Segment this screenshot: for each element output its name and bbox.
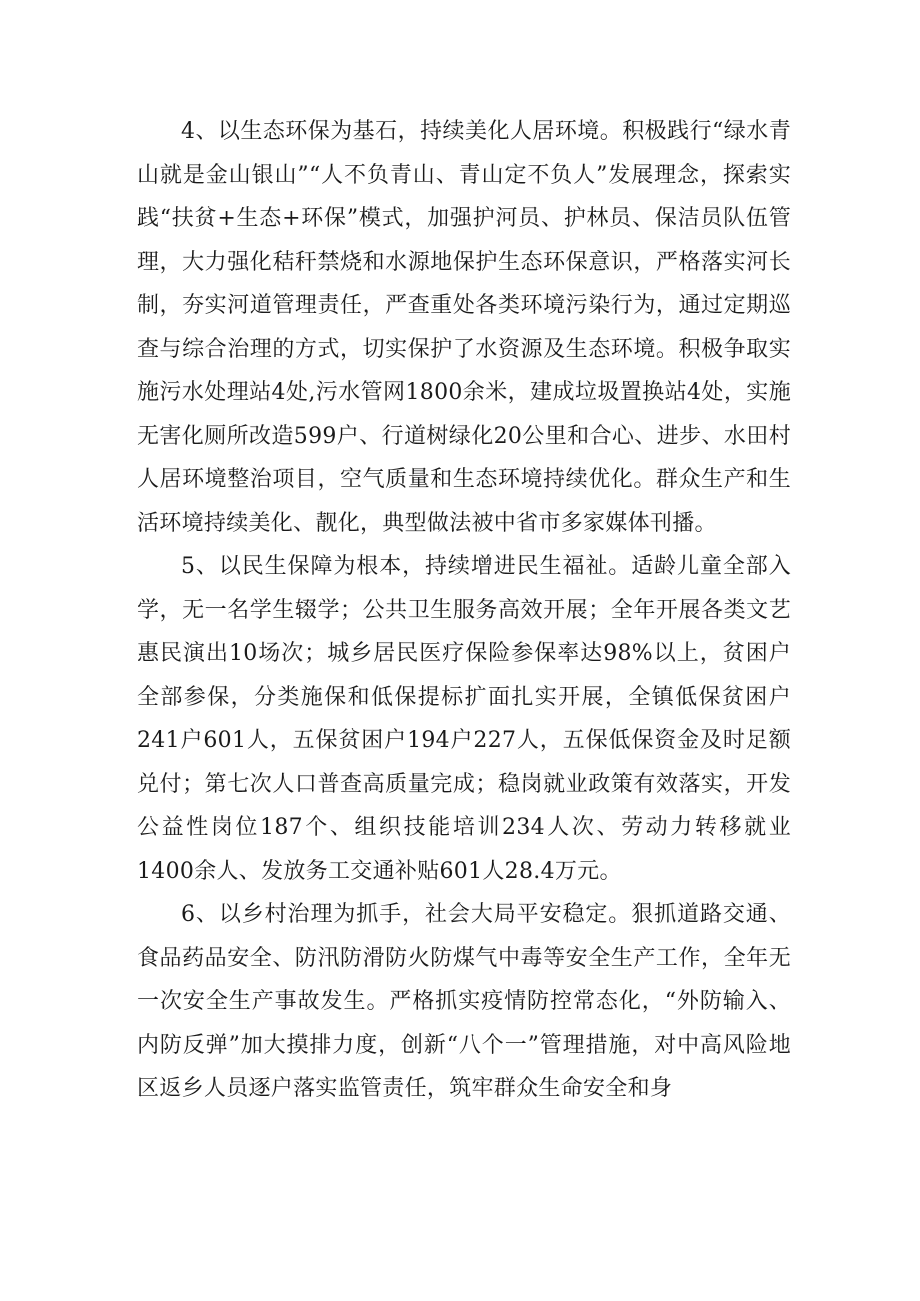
paragraph-governance: 6、以乡村治理为抓手，社会大局平安稳定。狠抓道路交通、食品药品安全、防汛防滑防火防煤气中毒等安全生产工作，全年无一次安全生产事故发生。严格抓实疫情防控常态化，“外防输入、内防反弹”加大摸排力度，创新“八个一”管理措施，对中高风险地区返乡人员逐户落实监管责任，筑牢群众生命安全和身 (137, 902, 791, 1101)
document-body (137, 110, 791, 1111)
paragraph-ecology: 4、以生态环保为基石，持续美化人居环境。积极践行“绿水青山就是金山银山”“人不负青山、青山定不负人”发展理念，探索实践“扶贫+生态+环保”模式，加强护河员、护林员、保洁员队伍管理，大力强化秸秆禁烧和水源地保护生态环保意识，严格落实河长制，夯实河道管理责任，严查重处各类环境污染行为，通过定期巡查与综合治理的方式，切实保护了水资源及生态环境。积极争取实施污水处理站4处,污水管网1800余米，建成垃圾置换站4处，实施无害化厕所改造599户、行道树绿化20公里和合心、进步、水田村人居环境整治项目，空气质量和生态环境持续优化。群众生产和生活环境持续美化、靓化，典型做法被中省市多家媒体刊播。 (137, 119, 791, 536)
paragraph-livelihood: 5、以民生保障为根本，持续增进民生福祉。适龄儿童全部入学，无一名学生辍学；公共卫生服务高效开展；全年开展各类文艺惠民演出10场次；城乡居民医疗保险参保率达98%以上，贫困户全部参保，分类施保和低保提标扩面扎实开展，全镇低保贫困户241户601人，五保贫困户194户227人，五保低保资金及时足额兑付；第七次人口普查高质量完成；稳岗就业政策有效落实，开发公益性岗位187个、组织技能培训234人次、劳动力转移就业1400余人、发放务工交通补贴601人28.4万元。 (137, 554, 791, 884)
